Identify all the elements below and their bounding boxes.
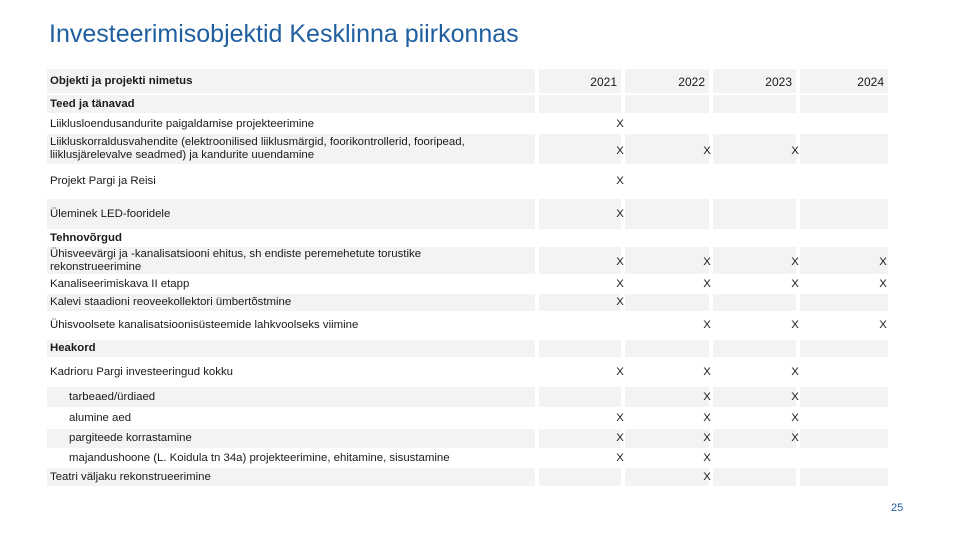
year-cell bbox=[625, 468, 709, 486]
year-cell bbox=[625, 115, 709, 133]
year-cell bbox=[625, 450, 709, 466]
year-cell bbox=[625, 340, 709, 357]
project-name: tarbeaed/ürdiaed bbox=[69, 390, 156, 403]
year-cell bbox=[539, 115, 621, 133]
year-cell bbox=[800, 359, 888, 385]
year-cell bbox=[713, 231, 796, 245]
year-cell bbox=[713, 247, 796, 274]
year-cell bbox=[625, 199, 709, 229]
year-mark: X bbox=[791, 365, 799, 378]
year-mark: X bbox=[703, 432, 711, 444]
year-cell bbox=[713, 450, 796, 466]
year-cell bbox=[539, 450, 621, 466]
year-cell bbox=[539, 340, 621, 357]
year-mark: X bbox=[791, 144, 799, 157]
year-mark: X bbox=[616, 432, 624, 444]
year-mark: X bbox=[703, 277, 711, 290]
year-cell bbox=[800, 468, 888, 486]
year-mark: X bbox=[791, 277, 799, 290]
year-mark: X bbox=[791, 319, 799, 331]
column-header-year: 2023 bbox=[765, 75, 792, 89]
project-name: Teatri väljaku rekonstrueerimine bbox=[50, 470, 211, 483]
year-cell bbox=[713, 340, 796, 357]
year-cell bbox=[539, 134, 621, 164]
year-cell bbox=[713, 199, 796, 229]
year-cell bbox=[800, 409, 888, 427]
year-cell bbox=[625, 247, 709, 274]
year-cell bbox=[800, 134, 888, 164]
year-cell bbox=[539, 231, 621, 245]
year-cell bbox=[800, 247, 888, 274]
column-header-year: 2021 bbox=[590, 75, 617, 89]
year-cell bbox=[713, 313, 796, 338]
project-name: Ühisvoolsete kanalisatsioonisüsteemide lahkvoolseks viimine bbox=[50, 319, 359, 331]
year-mark: X bbox=[616, 175, 624, 187]
year-cell bbox=[800, 166, 888, 197]
year-mark: X bbox=[616, 144, 624, 157]
year-cell bbox=[625, 166, 709, 197]
year-mark: X bbox=[791, 390, 799, 403]
project-name: Liiklusloendusandurite paigaldamise projekteerimine bbox=[50, 117, 315, 130]
year-cell bbox=[625, 313, 709, 338]
year-mark: X bbox=[616, 411, 624, 424]
year-cell bbox=[625, 294, 709, 311]
year-mark: X bbox=[879, 277, 887, 290]
year-mark: X bbox=[703, 319, 711, 331]
year-cell bbox=[713, 95, 796, 113]
year-cell bbox=[539, 166, 621, 197]
year-cell bbox=[800, 199, 888, 229]
year-cell bbox=[539, 199, 621, 229]
year-cell bbox=[625, 276, 709, 292]
year-cell bbox=[625, 231, 709, 245]
year-mark: X bbox=[616, 365, 624, 378]
year-cell bbox=[800, 387, 888, 407]
year-cell bbox=[800, 294, 888, 311]
year-cell bbox=[539, 387, 621, 407]
year-cell bbox=[713, 409, 796, 427]
year-cell bbox=[800, 95, 888, 113]
year-cell bbox=[713, 115, 796, 133]
year-cell bbox=[800, 115, 888, 133]
name-cell bbox=[47, 340, 535, 357]
year-cell bbox=[539, 429, 621, 448]
year-cell bbox=[539, 359, 621, 385]
year-cell bbox=[713, 468, 796, 486]
project-name: Üleminek LED-fooridele bbox=[50, 207, 171, 220]
year-mark: X bbox=[616, 296, 624, 308]
year-cell bbox=[713, 294, 796, 311]
year-mark: X bbox=[703, 451, 711, 464]
year-mark: X bbox=[616, 207, 624, 220]
year-cell bbox=[800, 429, 888, 448]
year-mark: X bbox=[703, 256, 711, 268]
year-mark: X bbox=[616, 256, 624, 268]
year-mark: X bbox=[616, 451, 624, 464]
section-heading: Heakord bbox=[50, 342, 96, 354]
section-heading: Tehnovõrgud bbox=[50, 231, 122, 244]
year-cell bbox=[625, 359, 709, 385]
year-mark: X bbox=[616, 117, 624, 130]
column-header-year: 2024 bbox=[857, 75, 884, 89]
year-cell bbox=[625, 387, 709, 407]
year-cell bbox=[713, 276, 796, 292]
year-mark: X bbox=[703, 144, 711, 157]
year-mark: X bbox=[791, 411, 799, 424]
project-name: Ühisveevärgi ja -kanalisatsiooni ehitus, sh endiste peremehetute torustike rekonstrueerimine bbox=[50, 247, 422, 273]
year-cell bbox=[800, 276, 888, 292]
year-mark: X bbox=[703, 411, 711, 424]
year-cell bbox=[539, 276, 621, 292]
section-heading: Teed ja tänavad bbox=[50, 97, 135, 110]
year-mark: X bbox=[703, 390, 711, 403]
year-mark: X bbox=[791, 432, 799, 444]
year-cell bbox=[713, 134, 796, 164]
year-cell bbox=[800, 231, 888, 245]
year-mark: X bbox=[703, 470, 711, 483]
year-cell bbox=[539, 409, 621, 427]
year-cell bbox=[625, 429, 709, 448]
year-mark: X bbox=[616, 277, 624, 290]
project-name: Kanaliseerimiskava II etapp bbox=[50, 277, 190, 290]
project-name: alumine aed bbox=[69, 411, 132, 424]
year-mark: X bbox=[879, 319, 887, 331]
column-header-year: 2022 bbox=[678, 75, 705, 89]
year-mark: X bbox=[879, 256, 887, 268]
year-cell bbox=[713, 429, 796, 448]
page-title: Investeerimisobjektid Kesklinna piirkonnas bbox=[49, 20, 519, 48]
year-cell bbox=[713, 359, 796, 385]
year-cell bbox=[713, 387, 796, 407]
year-cell bbox=[539, 294, 621, 311]
year-cell bbox=[625, 409, 709, 427]
project-name: Kadrioru Pargi investeeringud kokku bbox=[50, 365, 233, 378]
year-mark: X bbox=[703, 365, 711, 378]
year-mark: X bbox=[791, 256, 799, 268]
project-name: Liikluskorraldusvahendite (elektroonilised liiklusmärgid, foorikontrollerid, fooripead, liiklusjärelevalve seadmed) ja kandurite uuendamine bbox=[50, 136, 465, 161]
project-name: Kalevi staadioni reoveekollektori ümbertõstmine bbox=[50, 296, 292, 308]
year-cell bbox=[800, 313, 888, 338]
year-cell bbox=[625, 134, 709, 164]
project-name: majandushoone (L. Koidula tn 34a) projekteerimine, ehitamine, sisustamine bbox=[69, 451, 450, 464]
year-cell bbox=[713, 166, 796, 197]
year-cell bbox=[539, 468, 621, 486]
column-header-name: Objekti ja projekti nimetus bbox=[50, 75, 193, 87]
year-cell bbox=[539, 247, 621, 274]
page-number: 25 bbox=[891, 502, 904, 514]
year-cell bbox=[800, 340, 888, 357]
year-cell bbox=[800, 450, 888, 466]
year-cell bbox=[625, 95, 709, 113]
project-name: pargiteede korrastamine bbox=[69, 432, 192, 444]
project-name: Projekt Pargi ja Reisi bbox=[50, 175, 156, 187]
year-cell bbox=[539, 95, 621, 113]
year-cell bbox=[539, 313, 621, 338]
